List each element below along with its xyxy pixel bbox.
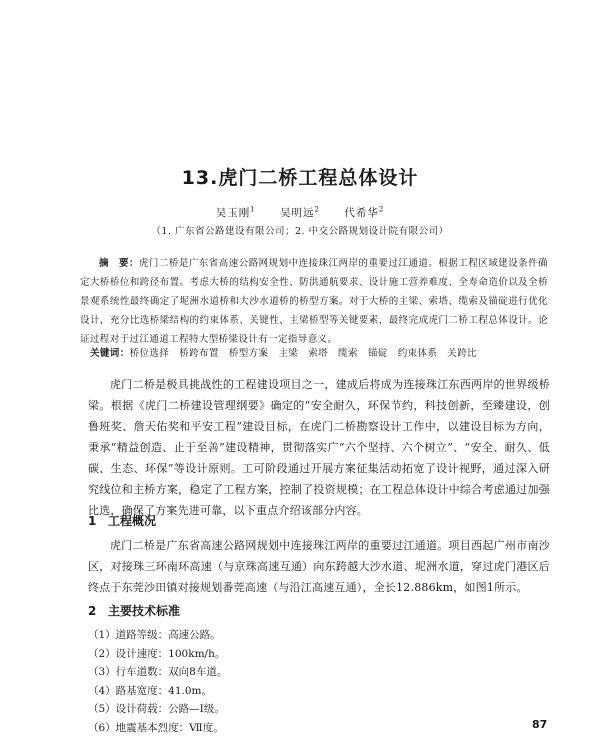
author-list	[0, 205, 600, 220]
affiliation: （1. 广东省公路建设有限公司；2. 中交公路规划设计院有限公司）	[151, 226, 449, 237]
list-item: （6）地震基本烈度：Ⅶ度。	[88, 721, 224, 734]
paper-title: 13.虎门二桥工程总体设计	[181, 167, 419, 189]
keyword: 约束体系	[397, 348, 438, 359]
section-1-heading: 1 工程概况	[88, 514, 157, 528]
keyword: 桥位选择	[129, 348, 170, 359]
keyword: 缆索	[338, 348, 358, 359]
keyword: 索塔	[308, 348, 329, 359]
intro-paragraph: 虎门二桥是极具挑战性的工程建设项目之一，建成后将成为连接珠江东西两岸的世界级桥梁。根据《虎门二桥建设管理纲要》确定的“安全耐久，环保节约，科技创新，至臻建设，创鲁班奖、詹天佑奖和平安工程”建设目标，在虎门二桥勘察设计工作中，以建设目标为方向，秉承“精益创造、止于至善”建设精神，贯彻落实广“六个坚持、六个树立”、“安全、耐久、低碳、生态、环保”等设计原则。工可阶段通过开展方案征集活动拓宽了设计视野，通过深入研究线位和主桥方案，稳定了工程方案，控制了投资规模；在工程总体设计中综合考虑通过加强比选，确保了方案先进可靠，以下重点介绍该部分内容。	[88, 378, 550, 517]
technical-standards-list	[88, 626, 227, 737]
list-item: （1）道路等级：高速公路。	[88, 629, 221, 641]
abstract-text: 虎门二桥是广东省高速公路网规划中连接珠江两岸的重要过江通道。根据工程区域建设条件确定大桥桥位和跨径布置。考虑大桥的结构安全性、防洪通航要求、设计施工营养难度、全寿命造价以及全桥景观系统性最终确定了坭洲水道桥和大沙水道桥的桥型方案。对于大桥的主梁、索塔、缆索及锚碇进行优化设计，充分比选桥梁结构的约束体系、关键性、主梁桥型等关键要素，最终完成虎门二桥工程总体设计。论证过程对于过江通道工程特大型桥梁设计有一定指导意义。	[80, 258, 548, 345]
section-2-heading: 2 主要技术标准	[88, 604, 181, 618]
section-1-paragraph: 虎门二桥是广东省高速公路网规划中连接珠江两岸的重要过江通道。项目西起广州市南沙区，对接珠三环南环高速（与京珠高速互通）向东跨越大沙水道、坭洲水道，穿过虎门港区后终点于东莞沙田镇对接规划番莞高速（与沿江高速互通），全长12.886km，如图1所示。	[88, 539, 550, 594]
keyword: 主梁	[278, 348, 299, 359]
keyword: 锚碇	[367, 348, 388, 359]
abstract-label: 摘 要：	[99, 258, 139, 269]
keywords	[90, 345, 560, 359]
list-item: （3）行车道数：双向8车道。	[88, 666, 228, 678]
list-item: （2）设计速度：100km/h。	[88, 647, 226, 660]
keyword: 桥跨布置	[179, 348, 219, 359]
keyword: 关跨比	[447, 348, 477, 359]
list-item: （5）设计荷载：公路—Ⅰ级。	[88, 703, 225, 715]
keywords-label: 关键词：	[90, 348, 130, 359]
abstract	[80, 254, 548, 349]
page-number: 87	[532, 718, 548, 731]
author-1: 吴玉刚$^1$	[215, 205, 256, 219]
author-3: 代希华$^2$	[344, 205, 385, 219]
list-item: （4）路基宽度：41.0m。	[88, 684, 213, 697]
author-2: 吴明远$^2$	[280, 205, 320, 219]
keyword: 桥型方案	[228, 348, 269, 359]
